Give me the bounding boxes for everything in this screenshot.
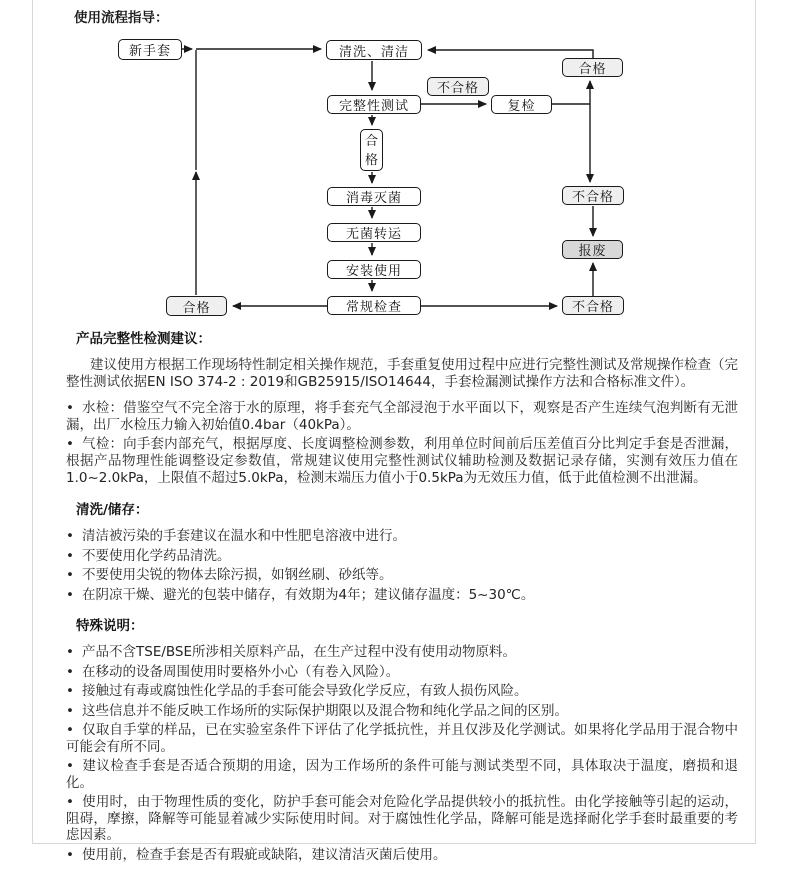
- bullet-text: 产品不含TSE/BSE所涉相关原料产品，在生产过程中没有使用动物原料。: [82, 644, 517, 660]
- flow-node-pass-routine: 合格: [166, 296, 227, 316]
- bullet-item: [66, 548, 738, 565]
- flow-node-integrity-test: 完整性测试: [327, 95, 421, 114]
- bullet-text: 在移动的设备周围使用时要格外小心（有卷入风险）。: [82, 663, 400, 680]
- bullet-icon: •: [66, 794, 74, 810]
- flow-node-recheck: 复检: [491, 95, 552, 114]
- bullet-item: [66, 794, 738, 844]
- bullet-item: [66, 722, 738, 755]
- bullet-icon: •: [66, 436, 74, 452]
- section-product-integrity: [66, 331, 738, 487]
- bullet-text: 水检：借鉴空气不完全溶于水的原理，将手套充气全部浸泡于水平面以下，观察是否产生连续气泡判断有无泄漏，出厂水检压力输入初始值0.4bar（40kPa）。: [66, 400, 738, 433]
- bullet-icon: •: [66, 722, 74, 738]
- bullet-icon: •: [66, 758, 74, 774]
- bullet-text: 清洁被污染的手套建议在温水和中性肥皂溶液中进行。: [82, 528, 406, 544]
- flow-node-new-glove: 新手套: [118, 39, 182, 60]
- flow-node-routine-check: 常规检查: [327, 296, 421, 315]
- bullet-item: [66, 664, 738, 681]
- flow-node-scrap: 报废: [562, 240, 623, 259]
- bullet-icon: •: [66, 528, 74, 544]
- flow-node-pass-recheck: 合格: [562, 58, 623, 77]
- page-title: 使用流程指导：: [74, 10, 169, 26]
- bullet-text: 使用前，检查手套是否有瑕疵或缺陷，建议清洁灭菌后使用。: [82, 846, 447, 863]
- section-heading: 产品完整性检测建议：: [76, 331, 211, 347]
- bullet-item: [66, 758, 738, 791]
- section-heading: 清洗/储存：: [76, 502, 149, 518]
- intro-paragraph: 建议使用方根据工作现场特性制定相关操作规范，手套重复使用过程中应进行完整性测试及常规操作检查（完整性测试依据EN ISO 374-2 : 2019和GB25915/ISO14644，手套检漏测试操作方法和合格标准文件）。: [66, 357, 738, 390]
- bullet-item: [66, 644, 738, 661]
- bullet-icon: •: [66, 400, 74, 416]
- flow-node-wash-clean: 清洗、清洁: [326, 40, 422, 60]
- bullet-text: 使用时，由于物理性质的变化，防护手套可能会对危险化学品提供较小的抵抗性。由化学接触等引起的运动，阻碍，摩擦，降解等可能显着减少实际使用时间。对于腐蚀性化学品，降解可能是选择耐化学手套时最重要的考虑因素。: [66, 794, 738, 843]
- bullet-item: [66, 567, 738, 584]
- section-wash-storage: [66, 502, 738, 603]
- bullet-text: 气检：向手套内部充气，根据厚度、长度调整检测参数，利用单位时间前后压差值百分比判定手套是否泄漏，根据产品物理性能调整设定参数值，常规建议使用完整性测试仪辅助检测及数据记录存储，实测有效压力值在1.0~2.0kPa，上限值不超过5.0kPa，检测末端压力值小于0.5kPa为无效压力值，低于此值检测不出泄漏。: [66, 436, 738, 486]
- bullet-item: [66, 847, 738, 864]
- bullet-text: 仅取自手掌的样品，已在实验室条件下评估了化学抵抗性，并且仅涉及化学测试。如果将化学品用于混合物中可能会有所不同。: [66, 722, 738, 755]
- flow-node-pass-after-test: 合格: [360, 129, 383, 171]
- bullet-icon: •: [66, 663, 74, 680]
- bullet-icon: •: [66, 644, 74, 660]
- bullet-text: 不要使用化学药品清洗。: [82, 547, 231, 564]
- bullet-icon: •: [66, 586, 74, 603]
- section-special-notes: [66, 618, 738, 863]
- flow-node-fail-routine: 不合格: [562, 296, 624, 315]
- bullet-icon: •: [66, 702, 74, 719]
- bullet-text: 不要使用尖锐的物体去除污损，如钢丝刷、砂纸等。: [82, 567, 393, 583]
- usage-flowchart: [0, 0, 790, 330]
- bullet-icon: •: [66, 547, 74, 564]
- bullet-text: 在阴凉干燥、避光的包装中储存，有效期为4年；建议储存温度：5~30℃。: [82, 586, 535, 603]
- flow-node-sterile-transfer: 无菌转运: [327, 223, 421, 242]
- bullet-item: [66, 400, 738, 434]
- bullet-icon: •: [66, 683, 74, 699]
- bullet-item: [66, 528, 738, 545]
- bullet-item: [66, 587, 738, 604]
- bullet-item: [66, 703, 738, 720]
- section-heading: 特殊说明：: [76, 618, 144, 634]
- bullet-item: [66, 683, 738, 700]
- flow-node-fail-after-test: 不合格: [427, 77, 489, 96]
- bullet-icon: •: [66, 567, 74, 583]
- flow-node-fail-recheck: 不合格: [562, 186, 624, 205]
- flow-node-disinfect: 消毒灭菌: [327, 187, 421, 206]
- bullet-icon: •: [66, 846, 74, 863]
- bullet-text: 建议检查手套是否适合预期的用途，因为工作场所的条件可能与测试类型不同，具体取决于温度，磨损和退化。: [66, 758, 738, 791]
- bullet-text: 接触过有毒或腐蚀性化学品的手套可能会导致化学反应，有致人损伤风险。: [82, 683, 528, 699]
- bullet-item: [66, 436, 738, 487]
- document-body: [66, 331, 738, 866]
- flow-node-install-use: 安装使用: [327, 260, 421, 279]
- bullet-text: 这些信息并不能反映工作场所的实际保护期限以及混合物和纯化学品之间的区别。: [82, 702, 568, 719]
